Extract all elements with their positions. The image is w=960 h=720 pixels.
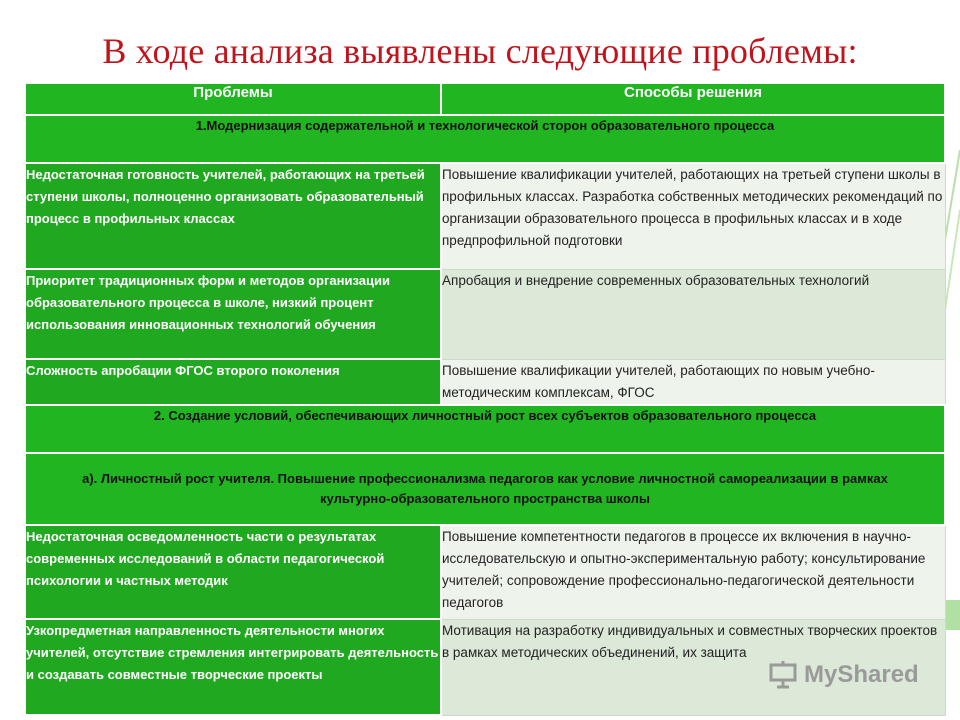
section-row xyxy=(25,405,945,453)
solution-cell: Повышение компетентности педагогов в процессе их включения в научно-исследовательскую и опытно-экспериментальную работу; консультирование учителей; сопровождение профессионально-педагогической деятельности педагогов xyxy=(441,525,945,619)
solution-cell: Мотивация на разработку индивидуальных и совместных творческих проектов в рамках методических объединений, их защита xyxy=(441,619,945,715)
watermark-text: MyShared xyxy=(804,661,919,688)
solution-cell: Повышение квалификации учителей, работающих на третьей ступени школы в профильных классах. Разработка собственных методических рекомендаций по организации образовательного процесса в профильных классах и в ходе предпрофильной подготовки xyxy=(441,163,945,269)
section-row xyxy=(25,115,945,163)
watermark xyxy=(768,658,919,692)
problem-cell: Недостаточная осведомленность части о результатах современных исследований в области педагогической психологии и частных методик xyxy=(25,525,441,619)
subsection-row xyxy=(25,453,945,525)
header-solutions: Способы решения xyxy=(441,83,945,115)
solution-cell: Апробация и внедрение современных образовательных технологий xyxy=(441,269,945,359)
table-row xyxy=(25,163,945,269)
section-1-heading: 1.Модернизация содержательной и технологической сторон образовательного процесса xyxy=(25,115,945,163)
subsection-a-heading: а). Личностный рост учителя. Повышение профессионализма педагогов как условие личностной самореализации в рамках культурно-образовательного пространства школы xyxy=(25,453,945,525)
problems-table xyxy=(24,82,946,716)
presentation-board-icon xyxy=(768,660,798,690)
problem-cell: Узкопредметная направленность деятельности многих учителей, отсутствие стремления интегрировать деятельность и создавать совместные творческие проекты xyxy=(25,619,441,715)
problem-cell: Недостаточная готовность учителей, работающих на третьей ступени школы, полноценно организовать образовательный процесс в профильных классах xyxy=(25,163,441,269)
problem-cell: Приоритет традиционных форм и методов организации образовательного процесса в школе, низкий процент использования инновационных технологий обучения xyxy=(25,269,441,359)
table-row xyxy=(25,525,945,619)
section-2-heading: 2. Создание условий, обеспечивающих личностный рост всех субъектов образовательного процесса xyxy=(25,405,945,453)
table-header-row xyxy=(25,83,945,115)
table-row xyxy=(25,359,945,405)
problem-cell: Сложность апробации ФГОС второго поколения xyxy=(25,359,441,405)
header-problems: Проблемы xyxy=(25,83,441,115)
solution-cell: Повышение квалификации учителей, работающих по новым учебно-методическим комплексам, ФГОС xyxy=(441,359,945,405)
slide-title: В ходе анализа выявлены следующие проблемы: xyxy=(102,31,858,71)
table-row xyxy=(25,269,945,359)
